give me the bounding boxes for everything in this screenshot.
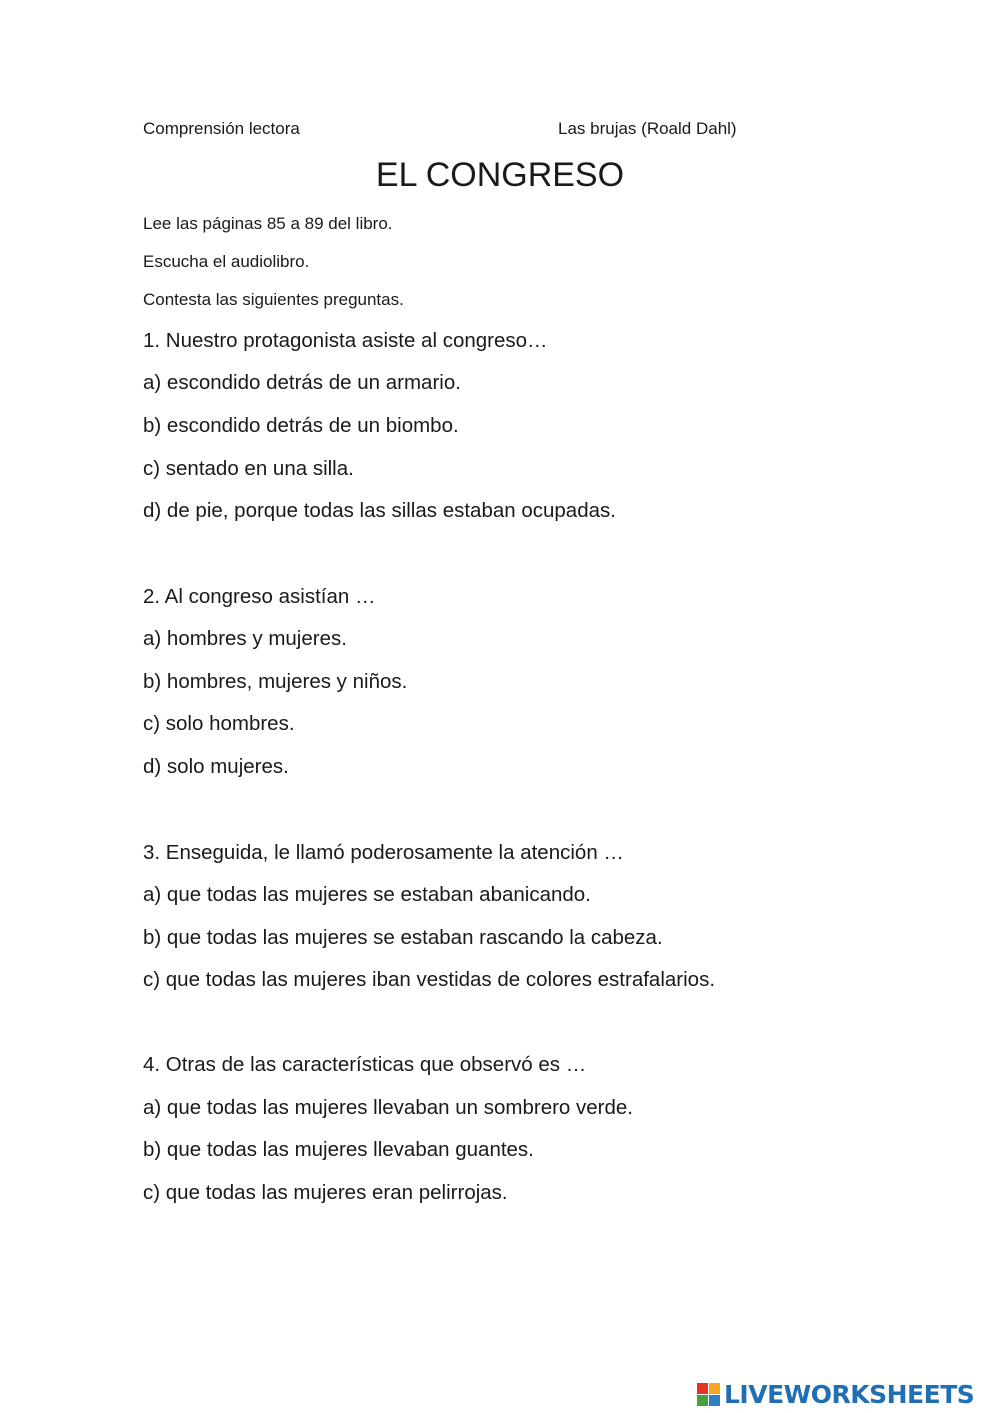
- page-title: EL CONGRESO: [375, 156, 625, 194]
- question-2-option-b: b) hombres, mujeres y niños.: [143, 670, 408, 693]
- question-2-option-a: a) hombres y mujeres.: [143, 627, 347, 650]
- question-4-option-a: a) que todas las mujeres llevaban un sombrero verde.: [143, 1096, 633, 1119]
- question-2-option-d: d) solo mujeres.: [143, 755, 289, 778]
- header-book: Las brujas (Roald Dahl): [558, 119, 737, 138]
- question-4-option-c: c) que todas las mujeres eran pelirrojas.: [143, 1181, 508, 1204]
- question-3-option-c: c) que todas las mujeres iban vestidas de colores estrafalarios.: [143, 968, 716, 991]
- question-3-option-b: b) que todas las mujeres se estaban rascando la cabeza.: [143, 926, 663, 949]
- instruction-answer: Contesta las siguientes preguntas.: [143, 290, 404, 309]
- question-1-option-d: d) de pie, porque todas las sillas estaban ocupadas.: [143, 499, 616, 522]
- question-4: 4. Otras de las características que observó es …: [143, 1053, 587, 1076]
- question-2: 2. Al congreso asistían …: [143, 585, 376, 608]
- question-3-option-a: a) que todas las mujeres se estaban abanicando.: [143, 883, 591, 906]
- question-1-option-a: a) escondido detrás de un armario.: [143, 371, 461, 394]
- question-4-option-b: b) que todas las mujeres llevaban guantes.: [143, 1138, 534, 1161]
- question-2-option-c: c) solo hombres.: [143, 712, 295, 735]
- question-3: 3. Enseguida, le llamó poderosamente la atención …: [143, 841, 624, 864]
- logo-text: LIVEWORKSHEETS: [724, 1379, 975, 1409]
- question-1-option-c: c) sentado en una silla.: [143, 457, 354, 480]
- question-1-option-b: b) escondido detrás de un biombo.: [143, 414, 459, 437]
- instruction-read: Lee las páginas 85 a 89 del libro.: [143, 214, 393, 233]
- header-subject: Comprensión lectora: [143, 119, 300, 138]
- instruction-listen: Escucha el audiolibro.: [143, 252, 310, 271]
- logo-mark-icon: [697, 1383, 720, 1406]
- liveworksheets-logo: [697, 1377, 974, 1411]
- question-1: 1. Nuestro protagonista asiste al congreso…: [143, 329, 548, 352]
